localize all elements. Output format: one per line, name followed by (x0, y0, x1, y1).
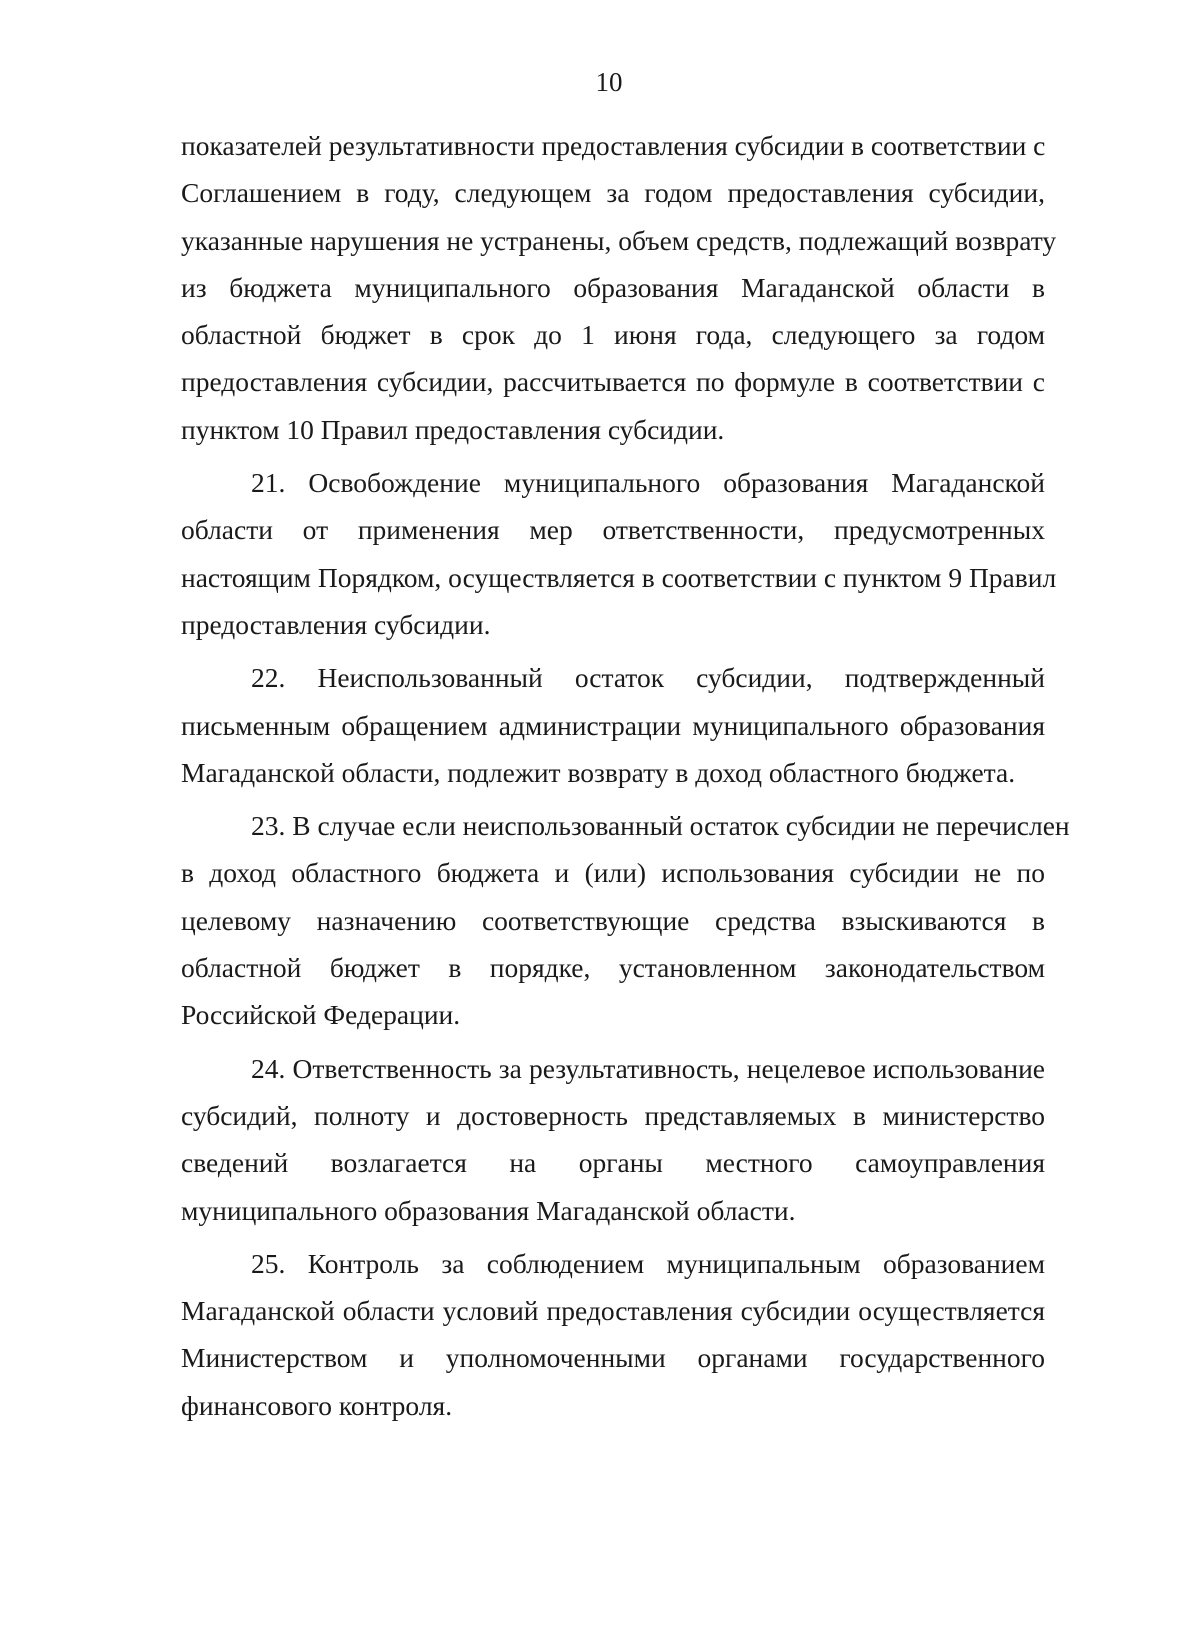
text-line: 24. Ответственность за результативность, нецелевое использование (251, 1052, 1045, 1084)
text-line: сведений возлагается на органы местного самоуправления (181, 1147, 1045, 1179)
text-line: муниципального образования Магаданской области. (181, 1194, 796, 1226)
text-line: целевому назначению соответствующие средства взыскиваются в (181, 904, 1045, 936)
text-line: Министерством и уполномоченными органами государственного (181, 1342, 1045, 1374)
text-line: финансового контроля. (181, 1389, 453, 1421)
text-line: области от применения мер ответственности, предусмотренных (181, 514, 1045, 546)
text-line: письменным обращением администрации муниципального образования (181, 709, 1045, 741)
text-line: 25. Контроль за соблюдением муниципальным образованием (251, 1247, 1045, 1279)
text-line: Магаданской области условий предоставления субсидии осуществляется (181, 1295, 1045, 1327)
text-line: 23. В случае если неиспользованный остаток субсидии не перечислен (251, 810, 1070, 842)
text-line: 22. Неиспользованный остаток субсидии, подтвержденный (251, 662, 1045, 694)
text-line: 21. Освобождение муниципального образования Магаданской (251, 467, 1045, 499)
text-line: в доход областного бюджета и (или) использования субсидии не по (181, 857, 1045, 889)
paragraph-22 (181, 654, 1045, 796)
text-line: Магаданской области, подлежит возврату в доход областного бюджета. (181, 756, 1016, 788)
text-line: Соглашением в году, следующем за годом предоставления субсидии, (181, 177, 1045, 209)
text-line: показателей результативности предоставления субсидии в соответствии с (181, 130, 1046, 161)
text-line: настоящим Порядком, осуществляется в соответствии с пунктом 9 Правил (181, 561, 1057, 593)
document-body (181, 122, 1070, 1429)
text-line: предоставления субсидии. (181, 608, 491, 640)
text-line: предоставления субсидии, рассчитывается по формуле в соответствии с (181, 366, 1045, 398)
paragraph-24 (181, 1045, 1045, 1234)
text-line: областной бюджет в срок до 1 июня года, следующего за годом (181, 319, 1045, 351)
paragraph-25 (181, 1240, 1045, 1429)
text-line: пунктом 10 Правил предоставления субсидии. (181, 413, 725, 445)
paragraph-21 (181, 459, 1057, 648)
text-line: субсидий, полноту и достоверность представляемых в министерство (181, 1099, 1045, 1131)
text-line: Российской Федерации. (181, 999, 461, 1031)
page-number: 10 (595, 67, 623, 97)
paragraph (181, 122, 1057, 453)
text-line: областной бюджет в порядке, установленном законодательством (181, 952, 1045, 984)
paragraph-23 (181, 802, 1070, 1038)
text-line: из бюджета муниципального образования Магаданской области в (181, 271, 1045, 303)
text-line: указанные нарушения не устранены, объем средств, подлежащий возврату (181, 224, 1057, 256)
